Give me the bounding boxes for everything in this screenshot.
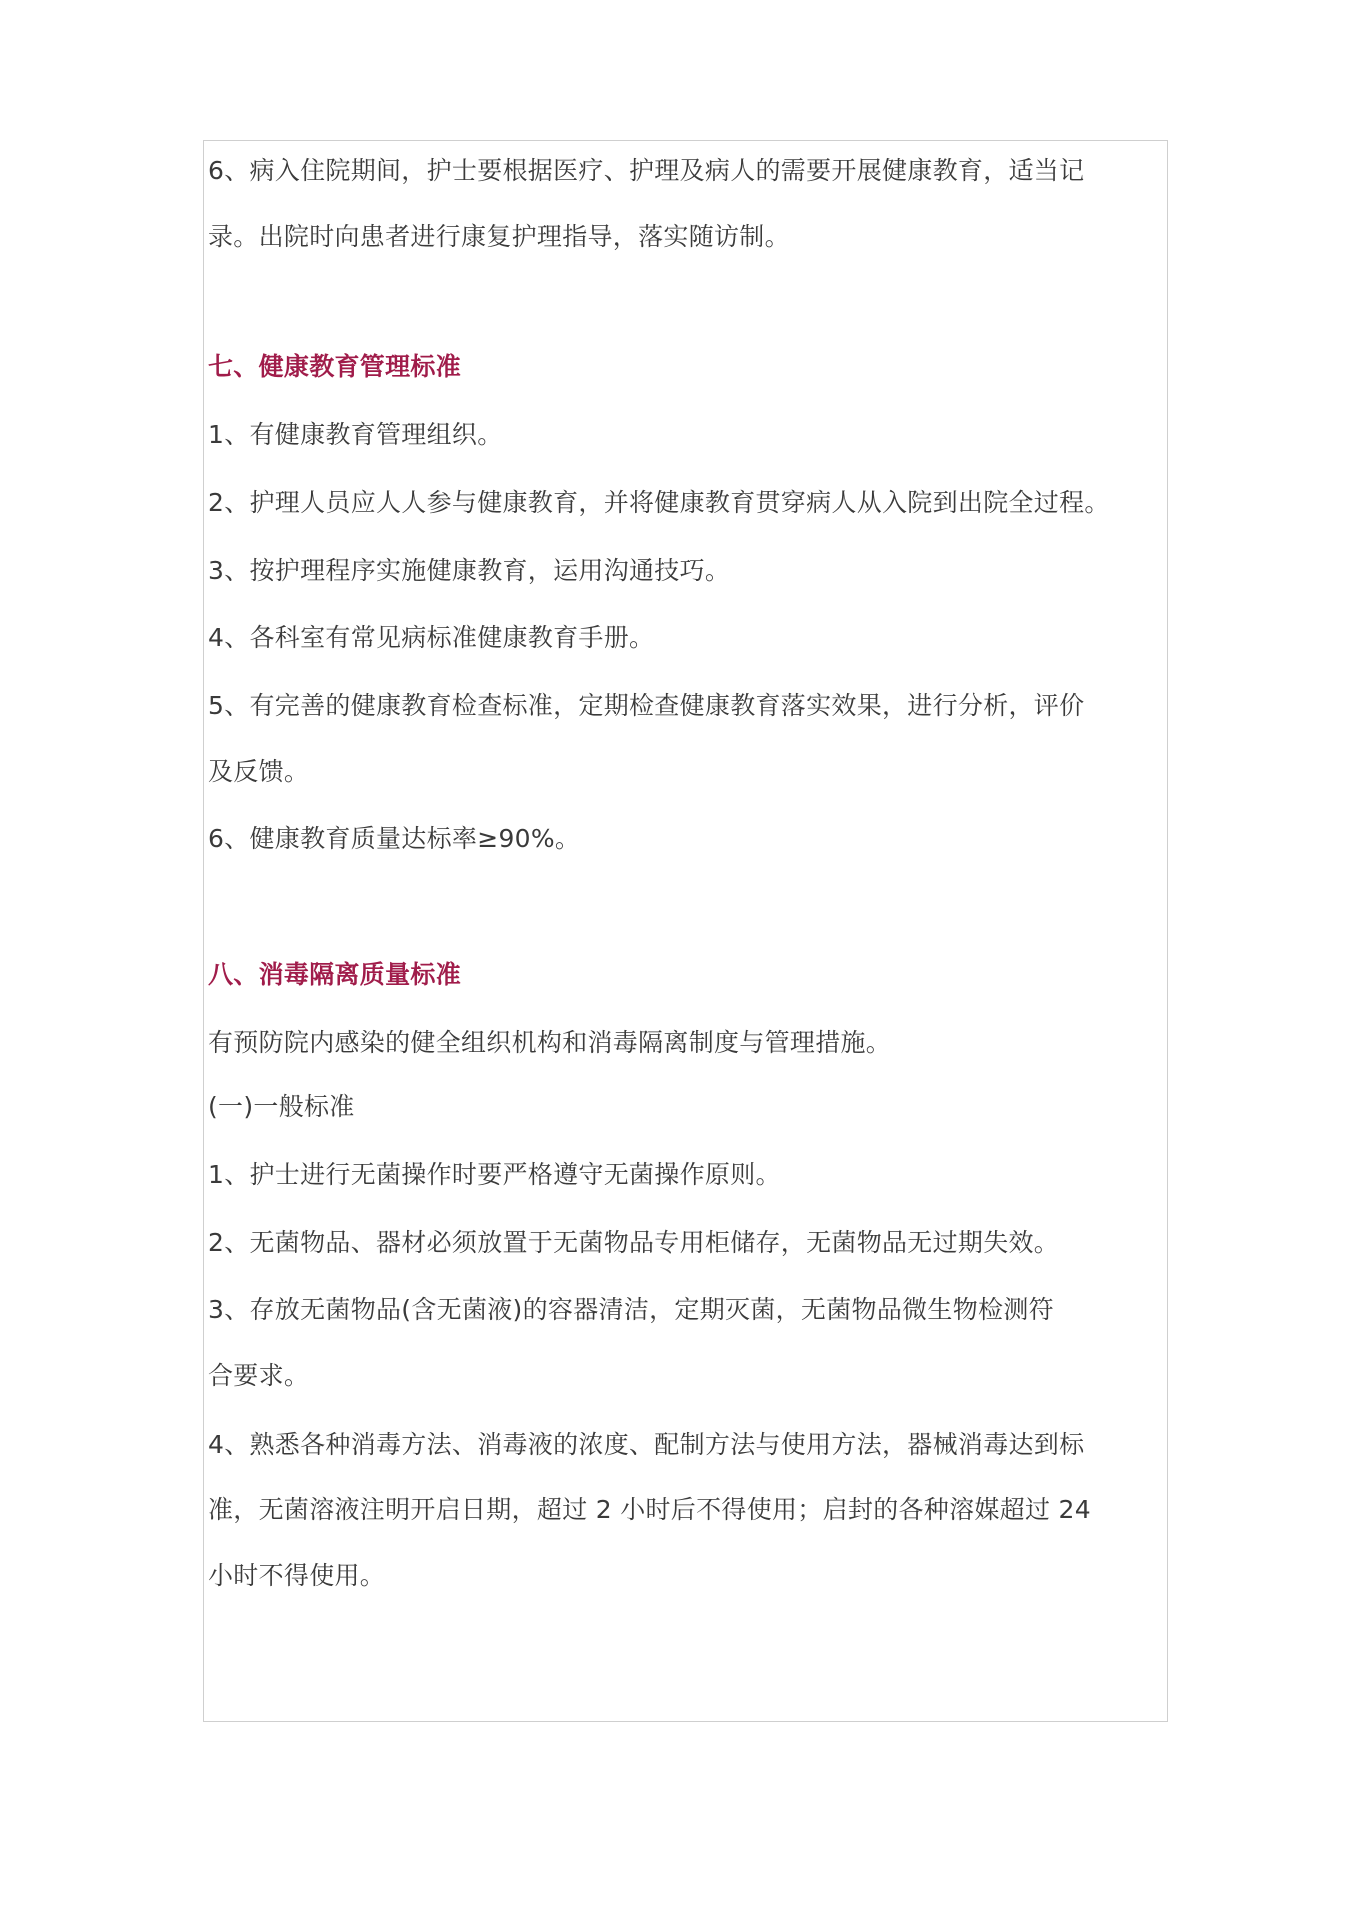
section8-item-1: 1、护士进行无菌操作时要严格遵守无菌操作原则。 — [208, 1160, 781, 1189]
section8-intro: 有预防院内感染的健全组织机构和消毒隔离制度与管理措施。 — [208, 1028, 892, 1057]
section7-item-5-line-1: 5、有完善的健康教育检查标准，定期检查健康教育落实效果，进行分析，评价 — [208, 691, 1085, 720]
section7-item-5-line-2: 及反馈。 — [208, 757, 310, 786]
section7-item-1: 1、有健康教育管理组织。 — [208, 420, 503, 449]
section7-item-4: 4、各科室有常见病标准健康教育手册。 — [208, 623, 655, 652]
section7-heading: 七、健康教育管理标准 — [208, 352, 462, 381]
intro-line-2: 录。出院时向患者进行康复护理指导，落实随访制。 — [208, 222, 790, 251]
section8-item-3-line-1: 3、存放无菌物品(含无菌液)的容器清洁，定期灭菌，无菌物品微生物检测符 — [208, 1295, 1054, 1324]
section8-heading: 八、消毒隔离质量标准 — [208, 960, 462, 989]
intro-line-1: 6、病入住院期间，护士要根据医疗、护理及病人的需要开展健康教育，适当记 — [208, 156, 1085, 185]
section7-item-6: 6、健康教育质量达标率≥90%。 — [208, 824, 581, 853]
section8-item-4-line-2: 准，无菌溶液注明开启日期，超过 2 小时后不得使用；启封的各种溶媒超过 24 — [208, 1495, 1091, 1524]
section8-item-4-line-1: 4、熟悉各种消毒方法、消毒液的浓度、配制方法与使用方法，器械消毒达到标 — [208, 1430, 1085, 1459]
section8-item-2: 2、无菌物品、器材必须放置于无菌物品专用柜储存，无菌物品无过期失效。 — [208, 1228, 1060, 1257]
section7-item-3: 3、按护理程序实施健康教育，运用沟通技巧。 — [208, 556, 731, 585]
section7-item-2: 2、护理人员应人人参与健康教育，并将健康教育贯穿病人从入院到出院全过程。 — [208, 488, 1110, 517]
section8-subheading: (一)一般标准 — [208, 1092, 355, 1121]
section8-item-4-line-3: 小时不得使用。 — [208, 1561, 386, 1590]
section8-item-3-line-2: 合要求。 — [208, 1361, 310, 1390]
